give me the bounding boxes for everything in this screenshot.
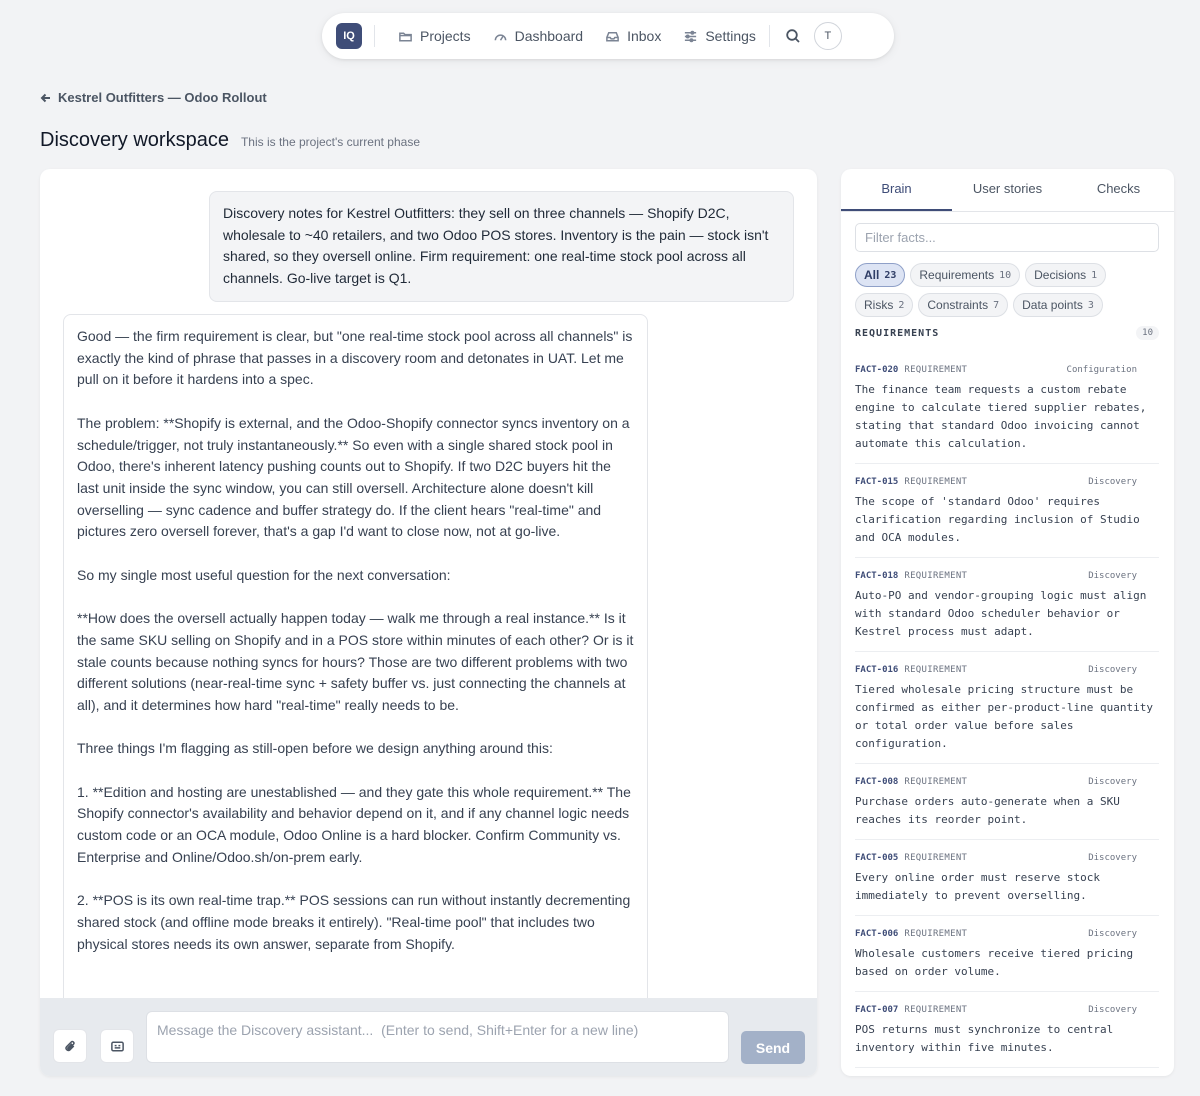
chip-decisions[interactable] bbox=[1025, 263, 1106, 287]
inbox-icon bbox=[605, 29, 620, 44]
fact-meta bbox=[855, 850, 1159, 866]
fact-type: REQUIREMENT bbox=[904, 1005, 968, 1015]
top-nav bbox=[322, 13, 894, 59]
search-icon bbox=[785, 28, 801, 44]
chip-count: 7 bbox=[993, 299, 1000, 311]
assistant-paragraph: The problem: **Shopify is external, and the Odoo-Shopify connector syncs inventory on a schedule/trigger, not truly instantaneously.** So even with a single shared stock pool in Odoo, there's inherent latency pushing counts out to Shopify. If two D2C buyers hit the last unit inside the sync window, you can still oversell. Architecture alone doesn't kill overselling — sync cadence and buffer strategy do. If the client hears "real-time" and pictures zero oversell forever, that's a gap I'd want to close now, not at go-live. bbox=[77, 414, 630, 540]
fact-text: Purchase orders auto-generate when a SKU reaches its reorder point. bbox=[855, 795, 1120, 826]
nav-projects[interactable] bbox=[387, 13, 482, 59]
fact-text: Tiered wholesale pricing structure must be confirmed as either per-product-line quantity or total order value before sales configuration. bbox=[855, 683, 1154, 750]
chip-count: 10 bbox=[999, 269, 1012, 281]
chip-count: 2 bbox=[898, 299, 905, 311]
fact-id: FACT-016 bbox=[855, 665, 899, 675]
fact-id: FACT-018 bbox=[855, 571, 899, 581]
assistant-paragraph: 2. **POS is its own real-time trap.** POS sessions can run without instantly decrementing shared stock (and offline mode breaks it entirely). "Real-time pool" that includes two physical stores needs its own answer, separate from Shopify. bbox=[77, 892, 631, 952]
nav-settings-label: Settings bbox=[705, 28, 756, 44]
assistant-paragraph: **How does the oversell actually happen today — walk me through a real instance.** Is it the same SKU selling on Shopify and in a POS store within minutes of each other? Or is it stale counts because nothing syncs for hours? Those are two different problems with two different solutions (near-real-time sync + safety buffer vs. just connecting the channels at all), and it determines how hard "real-time" really needs to be. bbox=[77, 610, 634, 713]
nav-projects-label: Projects bbox=[420, 28, 471, 44]
chip-label: Data points bbox=[1022, 298, 1083, 312]
brain-tabs bbox=[841, 169, 1174, 212]
fact-meta bbox=[855, 1002, 1159, 1018]
filter-facts-input[interactable] bbox=[855, 223, 1159, 252]
fact-text: The finance team requests a custom rebate engine to calculate tiered supplier rebates, stating that standard Odoo invoicing cannot automate this calculation. bbox=[855, 383, 1147, 450]
app-logo[interactable]: IQ bbox=[336, 23, 362, 49]
fact-text: Every online order must reserve stock immediately to prevent overselling. bbox=[855, 871, 1101, 902]
caption-icon bbox=[110, 1039, 125, 1054]
fact-list bbox=[855, 362, 1159, 1076]
nav-dashboard-label: Dashboard bbox=[514, 28, 584, 44]
fact-meta bbox=[855, 474, 1159, 490]
nav-dashboard[interactable] bbox=[482, 13, 595, 59]
chip-label: Decisions bbox=[1034, 268, 1087, 282]
message-composer bbox=[40, 998, 817, 1076]
fact-source: Discovery bbox=[1088, 777, 1137, 787]
fact-id: FACT-007 bbox=[855, 1005, 899, 1015]
fact-source: Discovery bbox=[1088, 853, 1137, 863]
nav-inbox[interactable] bbox=[594, 13, 672, 59]
fact-id: FACT-008 bbox=[855, 777, 899, 787]
chat-panel bbox=[40, 169, 817, 1076]
chip-risks[interactable] bbox=[855, 293, 913, 317]
fact-source: Discovery bbox=[1088, 477, 1137, 487]
breadcrumb-label: Kestrel Outfitters — Odoo Rollout bbox=[58, 90, 267, 105]
fact-source: Configuration bbox=[1066, 365, 1137, 375]
fact-meta bbox=[855, 362, 1159, 378]
chip-requirements[interactable] bbox=[910, 263, 1020, 287]
fact-id: FACT-005 bbox=[855, 853, 899, 863]
arrow-left-icon bbox=[40, 92, 52, 104]
fact-meta bbox=[855, 662, 1159, 678]
paperclip-icon bbox=[63, 1039, 78, 1054]
message-input[interactable] bbox=[146, 1011, 729, 1063]
gauge-icon bbox=[493, 29, 508, 44]
fact-source: Discovery bbox=[1088, 1005, 1137, 1015]
breadcrumb-back-link[interactable] bbox=[40, 90, 267, 105]
assistant-paragraph: So my single most useful question for the next conversation: bbox=[77, 566, 451, 583]
nav-settings[interactable] bbox=[672, 13, 767, 59]
fact-meta bbox=[855, 774, 1159, 790]
section-title: REQUIREMENTS bbox=[855, 327, 940, 339]
chip-count: 3 bbox=[1087, 299, 1094, 311]
fact-type: REQUIREMENT bbox=[904, 365, 968, 375]
fact-meta bbox=[855, 926, 1159, 942]
fact-card[interactable] bbox=[855, 926, 1159, 992]
assistant-paragraph: 1. **Edition and hosting are unestablished — and they gate this whole requirement.** The Shopify connector's availability and behavior depend on it, and if any channel logic needs custom code or an OCA module, Odoo Online is a hard blocker. Confirm Community vs. Enterprise and Online/Odoo.sh/on-prem early. bbox=[77, 783, 631, 865]
assistant-paragraph: Good — the firm requirement is clear, but "one real-time stock pool across all channels" is exactly the kind of phrase that passes in a discovery room and detonates in UAT. Let me pull on it before it hardens into a spec. bbox=[77, 328, 633, 388]
tab-brain[interactable]: Brain bbox=[841, 169, 952, 211]
fact-card[interactable] bbox=[855, 662, 1159, 764]
transcript-button[interactable] bbox=[100, 1029, 134, 1063]
fact-id: FACT-006 bbox=[855, 929, 899, 939]
fact-source: Discovery bbox=[1088, 665, 1137, 675]
tab-user-stories[interactable]: User stories bbox=[972, 181, 1043, 196]
chip-label: Constraints bbox=[927, 298, 989, 312]
send-button[interactable]: Send bbox=[741, 1031, 805, 1064]
chip-label: Risks bbox=[864, 298, 894, 312]
fact-card[interactable] bbox=[855, 774, 1159, 840]
fact-type: REQUIREMENT bbox=[904, 929, 968, 939]
fact-text: The scope of 'standard Odoo' requires clarification regarding inclusion of Studio and OCA modules. bbox=[855, 495, 1140, 544]
fact-filter-chips bbox=[855, 263, 1165, 317]
fact-source: Discovery bbox=[1088, 929, 1137, 939]
chip-count: 23 bbox=[884, 269, 897, 281]
page-title: Discovery workspace bbox=[40, 129, 229, 151]
attach-button[interactable] bbox=[53, 1029, 87, 1063]
fact-type: REQUIREMENT bbox=[904, 777, 968, 787]
fact-type: REQUIREMENT bbox=[904, 477, 968, 487]
fact-card[interactable] bbox=[855, 474, 1159, 558]
fact-id: FACT-020 bbox=[855, 365, 899, 375]
nav-divider bbox=[374, 25, 375, 47]
phase-note: This is the project's current phase bbox=[240, 135, 420, 149]
fact-text: Auto-PO and vendor-grouping logic must align with standard Odoo scheduler behavior or Kestrel process must adapt. bbox=[855, 589, 1147, 638]
assistant-message bbox=[63, 314, 648, 1034]
fact-card[interactable] bbox=[855, 850, 1159, 916]
fact-meta bbox=[855, 568, 1159, 584]
chip-label: All bbox=[864, 268, 880, 282]
brain-panel bbox=[841, 169, 1174, 1076]
chip-constraints[interactable] bbox=[918, 293, 1008, 317]
fact-text: POS returns must synchronize to central inventory within five minutes. bbox=[855, 1023, 1114, 1054]
fact-type: REQUIREMENT bbox=[904, 571, 968, 581]
fact-id: FACT-015 bbox=[855, 477, 899, 487]
fact-card[interactable] bbox=[855, 362, 1159, 464]
fact-type: REQUIREMENT bbox=[904, 665, 968, 675]
chip-data-points[interactable] bbox=[1013, 293, 1103, 317]
fact-text: Wholesale customers receive tiered pricing based on order volume. bbox=[855, 947, 1134, 978]
chip-count: 1 bbox=[1091, 269, 1098, 281]
assistant-paragraph: Three things I'm flagging as still-open before we design anything around this: bbox=[77, 740, 553, 757]
fact-source: Discovery bbox=[1088, 571, 1137, 581]
chip-label: Requirements bbox=[919, 268, 995, 282]
user-message: Discovery notes for Kestrel Outfitters: they sell on three channels — Shopify D2C, wholesale to ~40 retailers, and two Odoo POS stores. Inventory is the pain — stock isn't shared, so they oversell online. Firm requirement: one real-time stock pool across all channels. Go-live target is Q1. bbox=[209, 191, 794, 302]
sliders-icon bbox=[683, 29, 698, 44]
user-avatar[interactable]: T bbox=[814, 22, 842, 50]
section-count: 10 bbox=[1136, 326, 1159, 340]
nav-inbox-label: Inbox bbox=[627, 28, 662, 44]
section-header bbox=[855, 326, 1159, 340]
page-header bbox=[40, 129, 420, 152]
nav-divider bbox=[769, 25, 770, 47]
tab-checks[interactable]: Checks bbox=[1096, 181, 1141, 196]
chip-all[interactable] bbox=[855, 263, 905, 287]
search-button[interactable] bbox=[778, 21, 808, 51]
fact-card[interactable] bbox=[855, 1002, 1159, 1068]
folder-icon bbox=[398, 29, 413, 44]
fact-card[interactable] bbox=[855, 568, 1159, 652]
fact-type: REQUIREMENT bbox=[904, 853, 968, 863]
